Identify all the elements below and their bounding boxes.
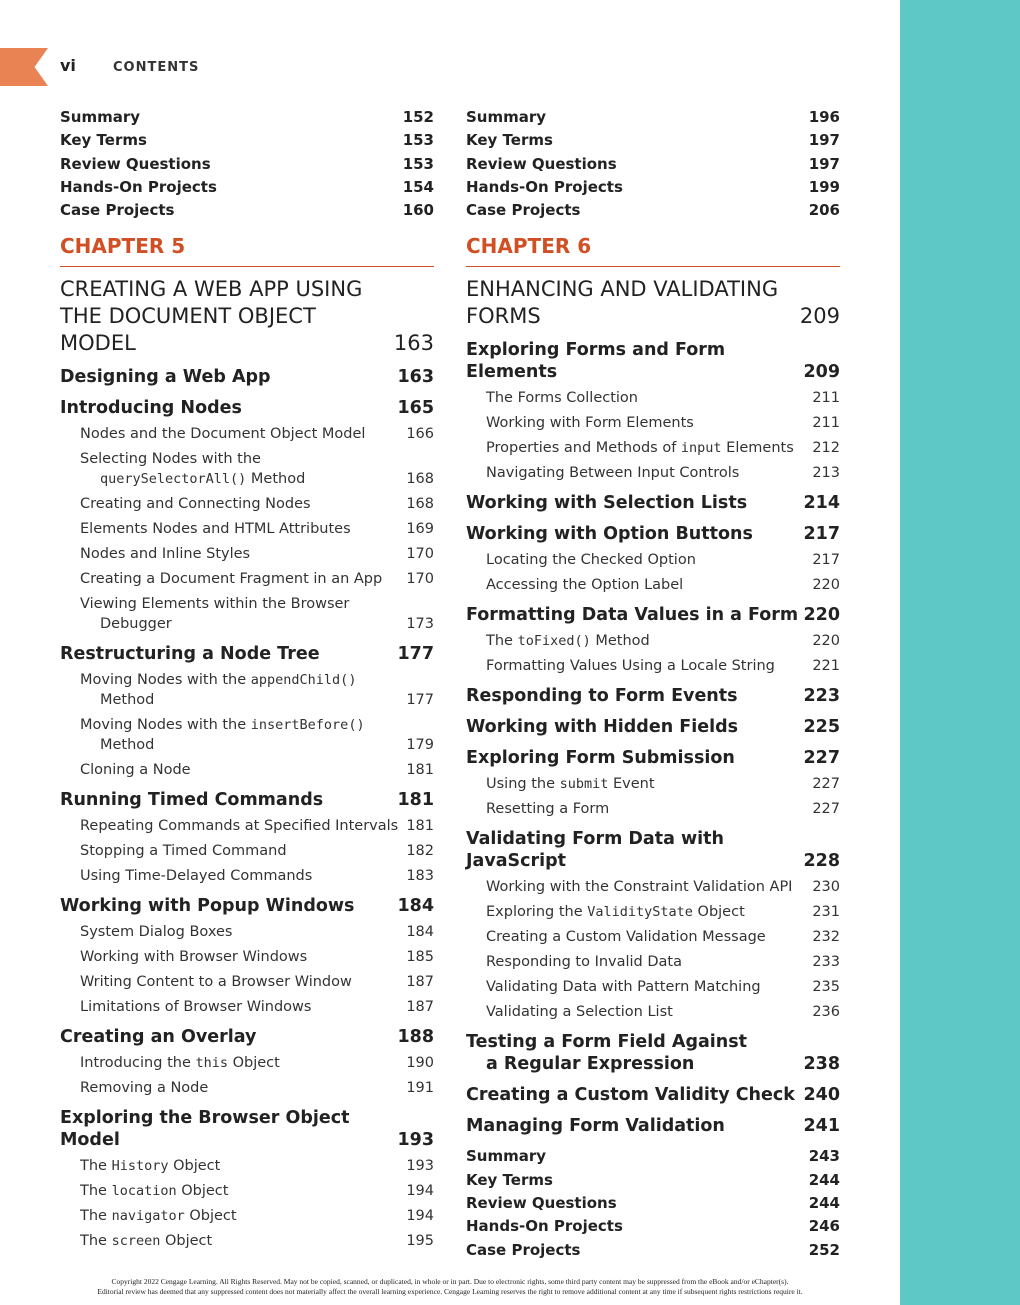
endmatter-list: [466, 1145, 840, 1261]
toc-subsection[interactable]: The Forms Collection 211: [486, 390, 840, 407]
toc-entry[interactable]: Hands-On Projects 154: [60, 177, 434, 196]
toc-subsection[interactable]: Introducing the this Object 190: [80, 1055, 434, 1072]
toc-subsection[interactable]: Moving Nodes with the insertBefore() Method 179: [80, 717, 434, 754]
page-number: vi: [60, 56, 76, 75]
toc-subsection[interactable]: Selecting Nodes with the querySelectorAll() Method 168: [80, 451, 434, 488]
toc-subsection[interactable]: Locating the Checked Option 217: [486, 552, 840, 569]
toc-entry[interactable]: Hands-On Projects 246: [466, 1217, 840, 1236]
toc-section[interactable]: Creating an Overlay 188: [60, 1027, 434, 1048]
toc-entry[interactable]: Case Projects 160: [60, 201, 434, 220]
toc-section[interactable]: Exploring Form Submission 227: [466, 748, 840, 769]
toc-subsection[interactable]: Viewing Elements within the Browser Debugger 173: [80, 596, 434, 633]
toc-subsection[interactable]: Properties and Methods of input Elements 212: [486, 440, 840, 457]
toc-section[interactable]: Responding to Form Events 223: [466, 686, 840, 707]
toc-subsection[interactable]: Validating a Selection List 236: [486, 1004, 840, 1021]
toc-subsection[interactable]: Nodes and the Document Object Model 166: [80, 426, 434, 443]
toc-subsection[interactable]: Validating Data with Pattern Matching 235: [486, 979, 840, 996]
toc-subsection[interactable]: The location Object 194: [80, 1183, 434, 1200]
endmatter-list: [60, 106, 434, 222]
toc-entry[interactable]: Key Terms 244: [466, 1170, 840, 1189]
toc-section[interactable]: Formatting Data Values in a Form 220: [466, 605, 840, 626]
toc-subsection[interactable]: Cloning a Node 181: [80, 762, 434, 779]
toc-entry[interactable]: Case Projects 206: [466, 201, 840, 220]
endmatter-list: [466, 106, 840, 222]
chapter-title[interactable]: CREATING A WEB APP USING THE DOCUMENT OBJECT MODEL 163: [60, 277, 434, 356]
toc-subsection[interactable]: Creating a Document Fragment in an App 170: [80, 571, 434, 588]
copyright-line: Editorial review has deemed that any suppressed content does not materially affect the overall learning experience. Cengage Learning reserves the right to remove additional content at any time if subsequent rights restrictions require it.: [97, 1287, 803, 1296]
toc-subsection[interactable]: Elements Nodes and HTML Attributes 169: [80, 521, 434, 538]
toc-entry[interactable]: Review Questions 153: [60, 154, 434, 173]
toc-subsection[interactable]: Repeating Commands at Specified Intervals 181: [80, 818, 434, 835]
toc-subsection[interactable]: The toFixed() Method 220: [486, 633, 840, 650]
toc-subsection[interactable]: Formatting Values Using a Locale String 221: [486, 658, 840, 675]
toc-subsection[interactable]: Exploring the ValidityState Object 231: [486, 904, 840, 921]
toc-subsection[interactable]: The screen Object 195: [80, 1233, 434, 1250]
toc-entry[interactable]: Key Terms 197: [466, 131, 840, 150]
toc-entry[interactable]: Review Questions 244: [466, 1194, 840, 1213]
page-tab-marker: [0, 48, 48, 86]
toc-subsection[interactable]: Nodes and Inline Styles 170: [80, 546, 434, 563]
toc-subsection[interactable]: Removing a Node 191: [80, 1080, 434, 1097]
chapter-title[interactable]: ENHANCING AND VALIDATING FORMS 209: [466, 277, 840, 329]
toc-section[interactable]: Introducing Nodes 165: [60, 398, 434, 419]
running-header-title: CONTENTS: [113, 60, 200, 75]
toc-subsection[interactable]: System Dialog Boxes 184: [80, 924, 434, 941]
toc-subsection[interactable]: The navigator Object 194: [80, 1208, 434, 1225]
toc-right-column: [466, 106, 840, 1262]
toc-subsection[interactable]: Stopping a Timed Command 182: [80, 843, 434, 860]
toc-section[interactable]: Working with Popup Windows 184: [60, 896, 434, 917]
toc-subsection[interactable]: The History Object 193: [80, 1158, 434, 1175]
toc-section[interactable]: Working with Selection Lists 214: [466, 493, 840, 514]
toc-subsection[interactable]: Creating a Custom Validation Message 232: [486, 929, 840, 946]
toc-entry[interactable]: Hands-On Projects 199: [466, 177, 840, 196]
toc-left-column: [60, 106, 434, 1251]
toc-subsection[interactable]: Moving Nodes with the appendChild() Method 177: [80, 672, 434, 709]
toc-section[interactable]: Exploring the Browser Object Model 193: [60, 1108, 434, 1151]
chapter-label: CHAPTER 6: [466, 234, 840, 267]
toc-subsection[interactable]: Accessing the Option Label 220: [486, 577, 840, 594]
toc-entry[interactable]: Case Projects 252: [466, 1240, 840, 1259]
toc-subsection[interactable]: Working with Form Elements 211: [486, 415, 840, 432]
toc-subsection[interactable]: Using the submit Event 227: [486, 776, 840, 793]
toc-subsection[interactable]: Creating and Connecting Nodes 168: [80, 496, 434, 513]
toc-section[interactable]: Managing Form Validation 241: [466, 1116, 840, 1137]
copyright-line: Copyright 2022 Cengage Learning. All Rights Reserved. May not be copied, scanned, or duplicated, in whole or in part. Due to electronic rights, some third party content may be suppressed from the eBook and/or eChapter(s).: [111, 1277, 789, 1286]
toc-subsection[interactable]: Working with the Constraint Validation API 230: [486, 879, 840, 896]
toc-subsection[interactable]: Using Time-Delayed Commands 183: [80, 868, 434, 885]
toc-entry[interactable]: Key Terms 153: [60, 131, 434, 150]
toc-subsection[interactable]: Resetting a Form 227: [486, 801, 840, 818]
toc-section[interactable]: Validating Form Data with JavaScript 228: [466, 829, 840, 872]
toc-entry[interactable]: Summary 196: [466, 108, 840, 126]
copyright-footer: [0, 1277, 900, 1297]
toc-section[interactable]: Running Timed Commands 181: [60, 790, 434, 811]
teal-side-band: [900, 0, 1020, 1305]
toc-section[interactable]: Restructuring a Node Tree 177: [60, 644, 434, 665]
toc-section[interactable]: Testing a Form Field Against a Regular Expression 238: [466, 1032, 840, 1075]
toc-section[interactable]: Exploring Forms and Form Elements 209: [466, 340, 840, 383]
toc-subsection[interactable]: Writing Content to a Browser Window 187: [80, 974, 434, 991]
toc-section[interactable]: Working with Hidden Fields 225: [466, 717, 840, 738]
toc-section[interactable]: Working with Option Buttons 217: [466, 524, 840, 545]
toc-section[interactable]: Creating a Custom Validity Check 240: [466, 1085, 840, 1106]
chapter-label: CHAPTER 5: [60, 234, 434, 267]
toc-section[interactable]: Designing a Web App 163: [60, 367, 434, 388]
toc-entry[interactable]: Summary 152: [60, 108, 434, 126]
toc-entry[interactable]: Summary 243: [466, 1147, 840, 1166]
toc-subsection[interactable]: Navigating Between Input Controls 213: [486, 465, 840, 482]
toc-subsection[interactable]: Responding to Invalid Data 233: [486, 954, 840, 971]
toc-subsection[interactable]: Limitations of Browser Windows 187: [80, 999, 434, 1016]
toc-subsection[interactable]: Working with Browser Windows 185: [80, 949, 434, 966]
toc-entry[interactable]: Review Questions 197: [466, 154, 840, 173]
